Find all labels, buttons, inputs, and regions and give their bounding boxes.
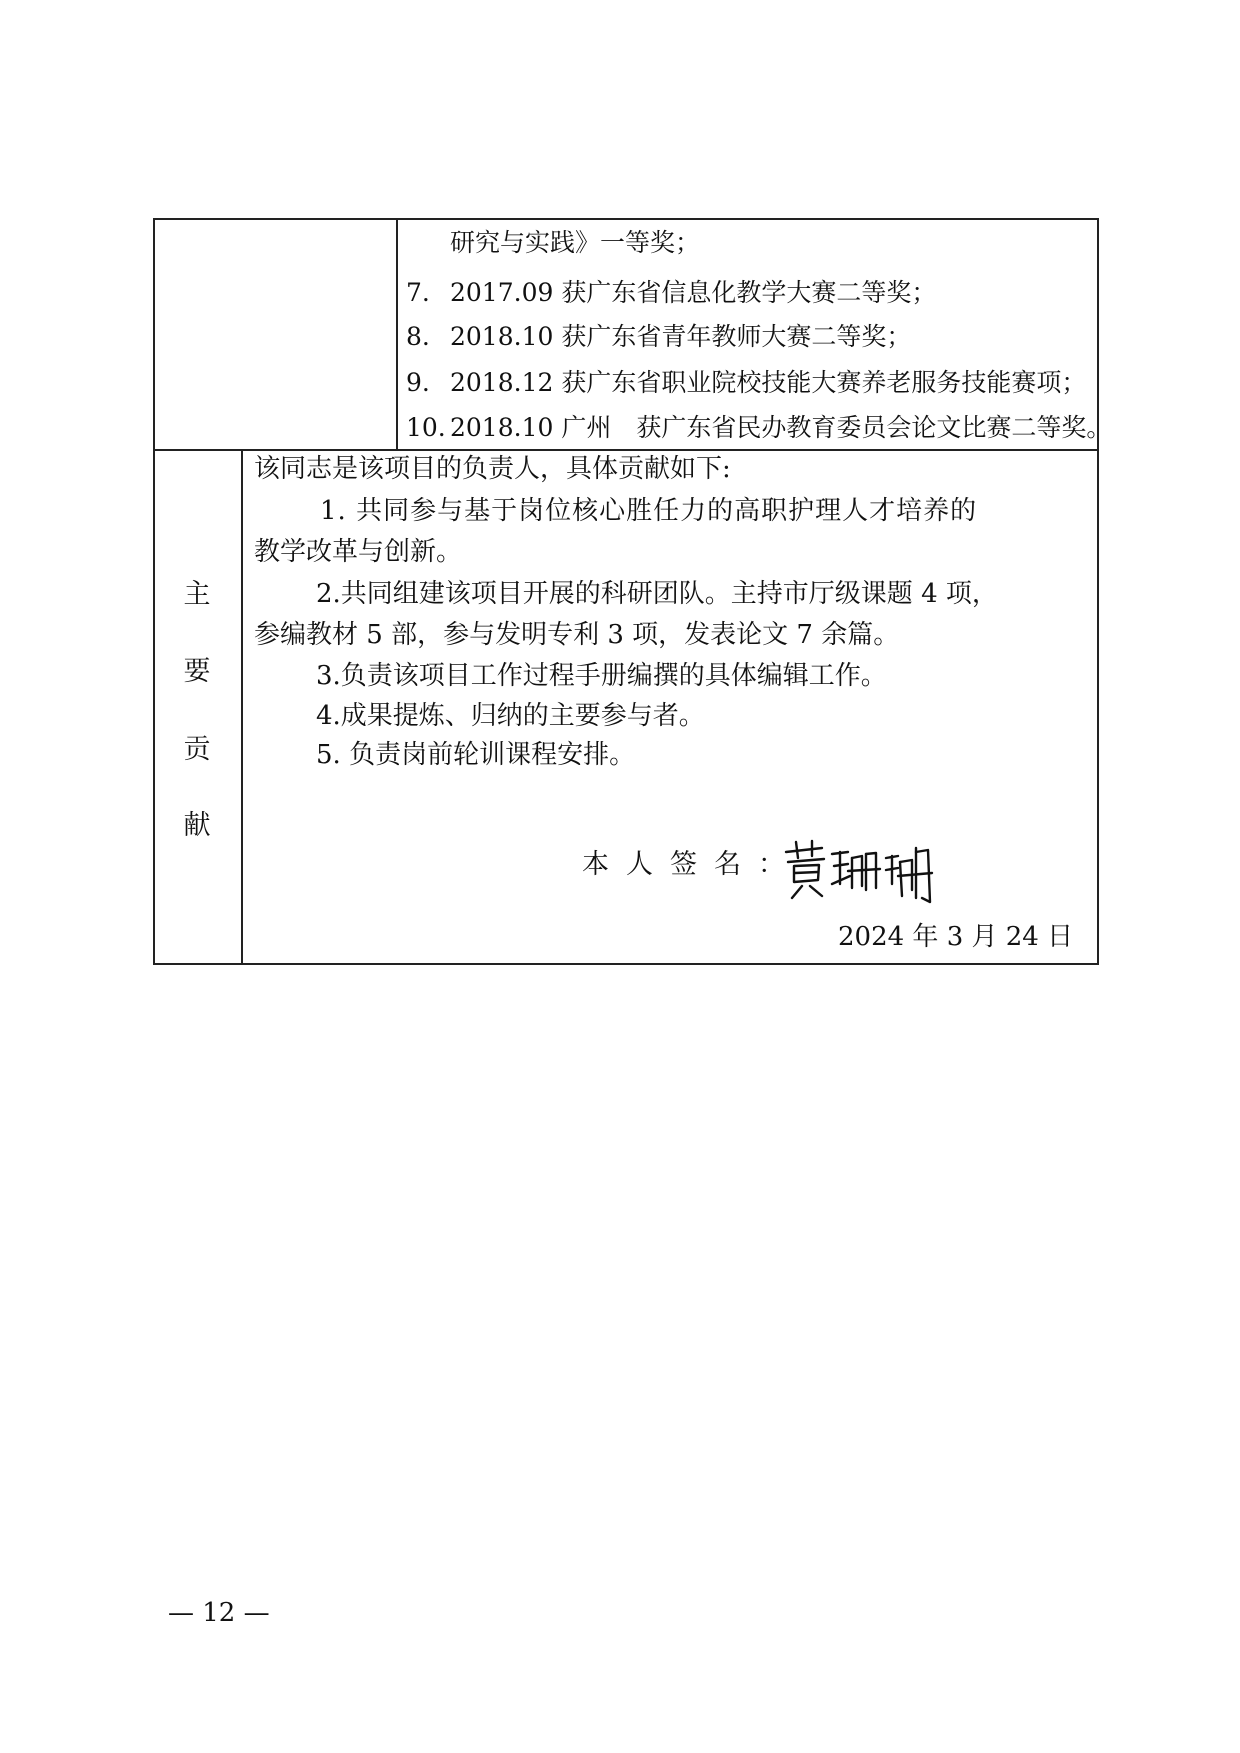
award-item-text: 2018.10 获广东省青年教师大赛二等奖； — [450, 322, 912, 351]
label-char: 贡 — [183, 734, 211, 765]
signature-date: 2024 年 3 月 24 日 — [838, 922, 1074, 952]
label-char: 要 — [183, 656, 211, 687]
award-item-number: 10. — [406, 413, 446, 442]
contribution-line: 教学改革与创新。 — [254, 537, 463, 567]
contribution-column-divider — [241, 449, 243, 965]
awards-continuation: 研究与实践》一等奖； — [450, 228, 701, 257]
award-item-text: 2018.10 广州 获广东省民办教育委员会论文比赛二等奖。 — [450, 413, 1112, 442]
award-item-number: 8. — [406, 322, 430, 351]
contribution-line: 5. 负责岗前轮训课程安排。 — [316, 740, 636, 770]
handwritten-signature — [782, 838, 942, 908]
page-number: — 12 — — [168, 1598, 270, 1628]
label-char: 献 — [183, 810, 211, 841]
contribution-line: 参编教材 5 部，参与发明专利 3 项，发表论文 7 余篇。 — [254, 620, 900, 650]
contribution-line: 1. 共同参与基于岗位核心胜任力的高职护理人才培养的 — [320, 496, 978, 526]
awards-column-divider — [396, 218, 398, 450]
contribution-line: 2.共同组建该项目开展的科研团队。主持市厅级课题 4 项， — [316, 579, 998, 609]
contribution-intro: 该同志是该项目的负责人，具体贡献如下: — [254, 454, 731, 484]
section-divider — [153, 449, 1099, 451]
award-item-text: 2018.12 获广东省职业院校技能大赛养老服务技能赛项； — [450, 368, 1087, 397]
award-item-number: 7. — [406, 278, 430, 307]
award-item-number: 9. — [406, 368, 430, 397]
contribution-line: 4.成果提炼、归纳的主要参与者。 — [316, 701, 705, 731]
award-item-text: 2017.09 获广东省信息化教学大赛二等奖； — [450, 278, 937, 307]
contribution-line: 3.负责该项目工作过程手册编撰的具体编辑工作。 — [316, 661, 887, 691]
label-char: 主 — [183, 579, 211, 610]
signature-label: 本人签名： — [582, 849, 802, 880]
